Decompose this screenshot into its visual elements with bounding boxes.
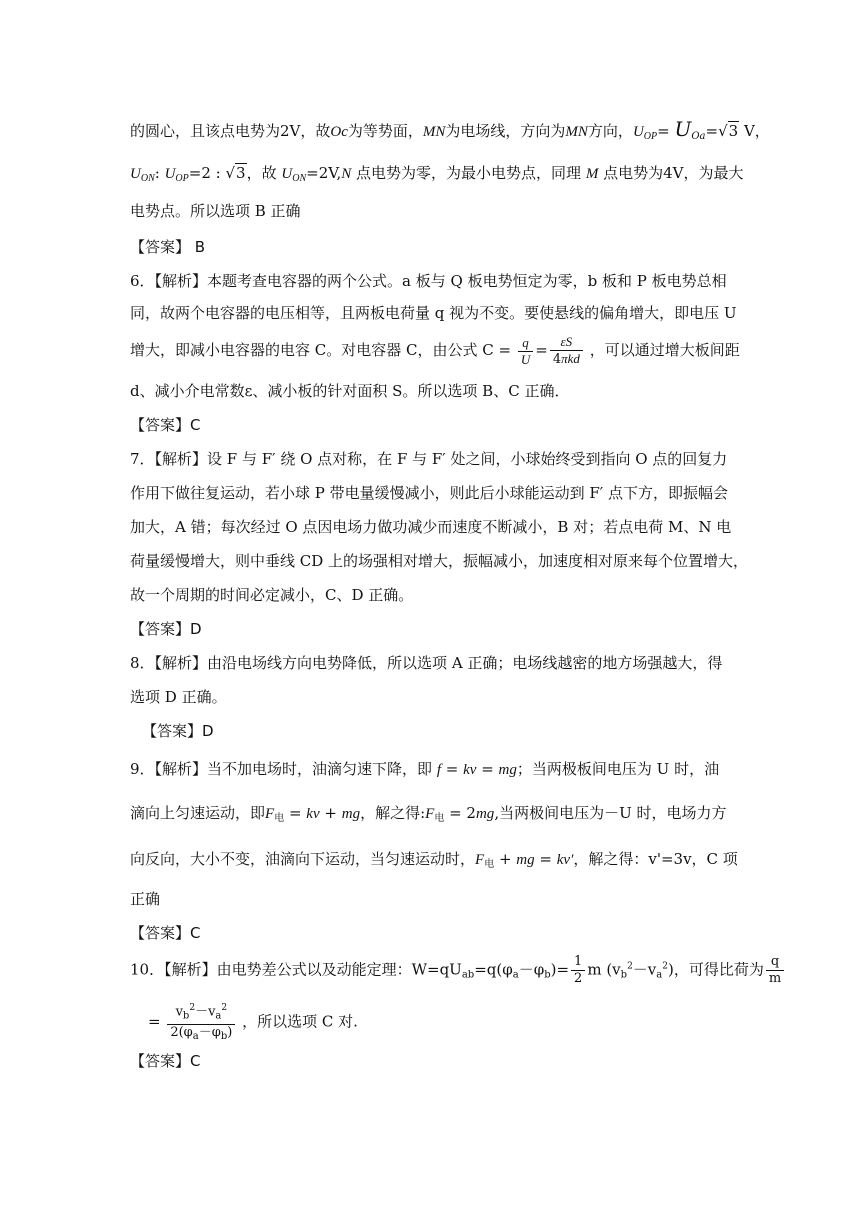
block10-line2: = $\frac{v_b^2-v_a^2}{2(\varphi_a-\varphi_b)}$ ，所以选项 C 对. (148, 1000, 358, 1045)
answer-5: 【答案】 B (130, 238, 206, 256)
block9-line1: 9．【解析】当不加电场时，油滴匀速下降，即 f = kv = mg；当两极板间电压为 U 时，油 (130, 760, 720, 778)
block6-line1: 6．【解析】本题考查电容器的两个公式。a 板与 Q 板电势恒定为零，b 板和 P 板电势总相 (130, 272, 727, 290)
answer-10: 【答案】C (130, 1052, 201, 1070)
block8-line2: 选项 D 正确。 (130, 688, 227, 706)
block5-line1: 的圆心，且该点电势为2V，故Oc为等势面，MN为电场线，方向为MN方向，$U_{OP}= U_{Oa}=√3$ V， (130, 117, 770, 142)
block5-line2: $U_{ON}$: $U_{OP}=2$ : √3，故 $U_{ON}=2V,N$ 点电势为零，为最小电势点，同理 M 点电势为4V，为最大 (130, 164, 744, 184)
block7-line1: 7．【解析】设 F 与 F′ 绕 O 点对称，在 F 与 F′ 处之间，小球始终受到指向 O 点的回复力 (130, 450, 728, 468)
block7-line2: 作用下做往复运动，若小球 P 带电量缓慢减小，则此后小球能运动到 F′ 点下方，即振幅会 (130, 484, 728, 502)
block7-line4: 荷量缓慢增大，则中垂线 CD 上的场强相对增大，振幅减小，加速度相对原来每个位置增大， (130, 552, 749, 570)
block9-line2: 滴向上匀速运动，即$F_电$ = kv + mg，解之得$:F_电 = 2mg$,当两极间电压为－U 时，电场力方 (130, 804, 727, 824)
block8-line1: 8．【解析】由沿电场线方向电势降低，所以选项 A 正确；电场线越密的地方场强越大，得 (130, 654, 723, 672)
block9-line4: 正确 (130, 890, 161, 908)
answer-9: 【答案】C (130, 924, 201, 942)
answer-8: 【答案】D (142, 722, 214, 740)
answer-6: 【答案】C (130, 416, 201, 434)
answer-7: 【答案】D (130, 620, 202, 638)
block9-line3: 向反向，大小不变，油滴向下运动，当匀速运动时，$F_电$ + mg = kv′，解之得：v'=3v，C 项 (130, 850, 738, 870)
block7-line3: 加大，A 错；每次经过 O 点因电场力做功减少而速度不断减小，B 对；若点电荷 M、N 电 (130, 518, 732, 536)
block6-line2: 同，故两个电容器的电压相等，且两板电荷量 q 视为不变。要使悬线的偏角增大，即电压 U (130, 304, 737, 322)
block7-line5: 故一个周期的时间必定减小，C、D 正确。 (130, 586, 414, 604)
block5-line3: 电势点。所以选项 B 正确 (130, 202, 301, 220)
block10-line1: 10．【解析】由电势差公式以及动能定理：$W=qU_{ab}=q(\varphi_a-\varphi_b)=$ $\frac{1}{2}$ m $(v_b^2-v_a^2)$，可得比荷为 $\frac{q}{m}$ (130, 954, 786, 987)
block6-line4: d、减小介电常数ε、减小板的针对面积 S。所以选项 B、C 正确． (130, 382, 570, 400)
block6-line3: 增大，即减小电容器的电容 C。对电容器 C，由公式 C = $\frac{q}{U}$ = $\frac{\varepsilon S}{\text{4πkd}}$ ，可以通过增大板间距 (130, 334, 740, 367)
